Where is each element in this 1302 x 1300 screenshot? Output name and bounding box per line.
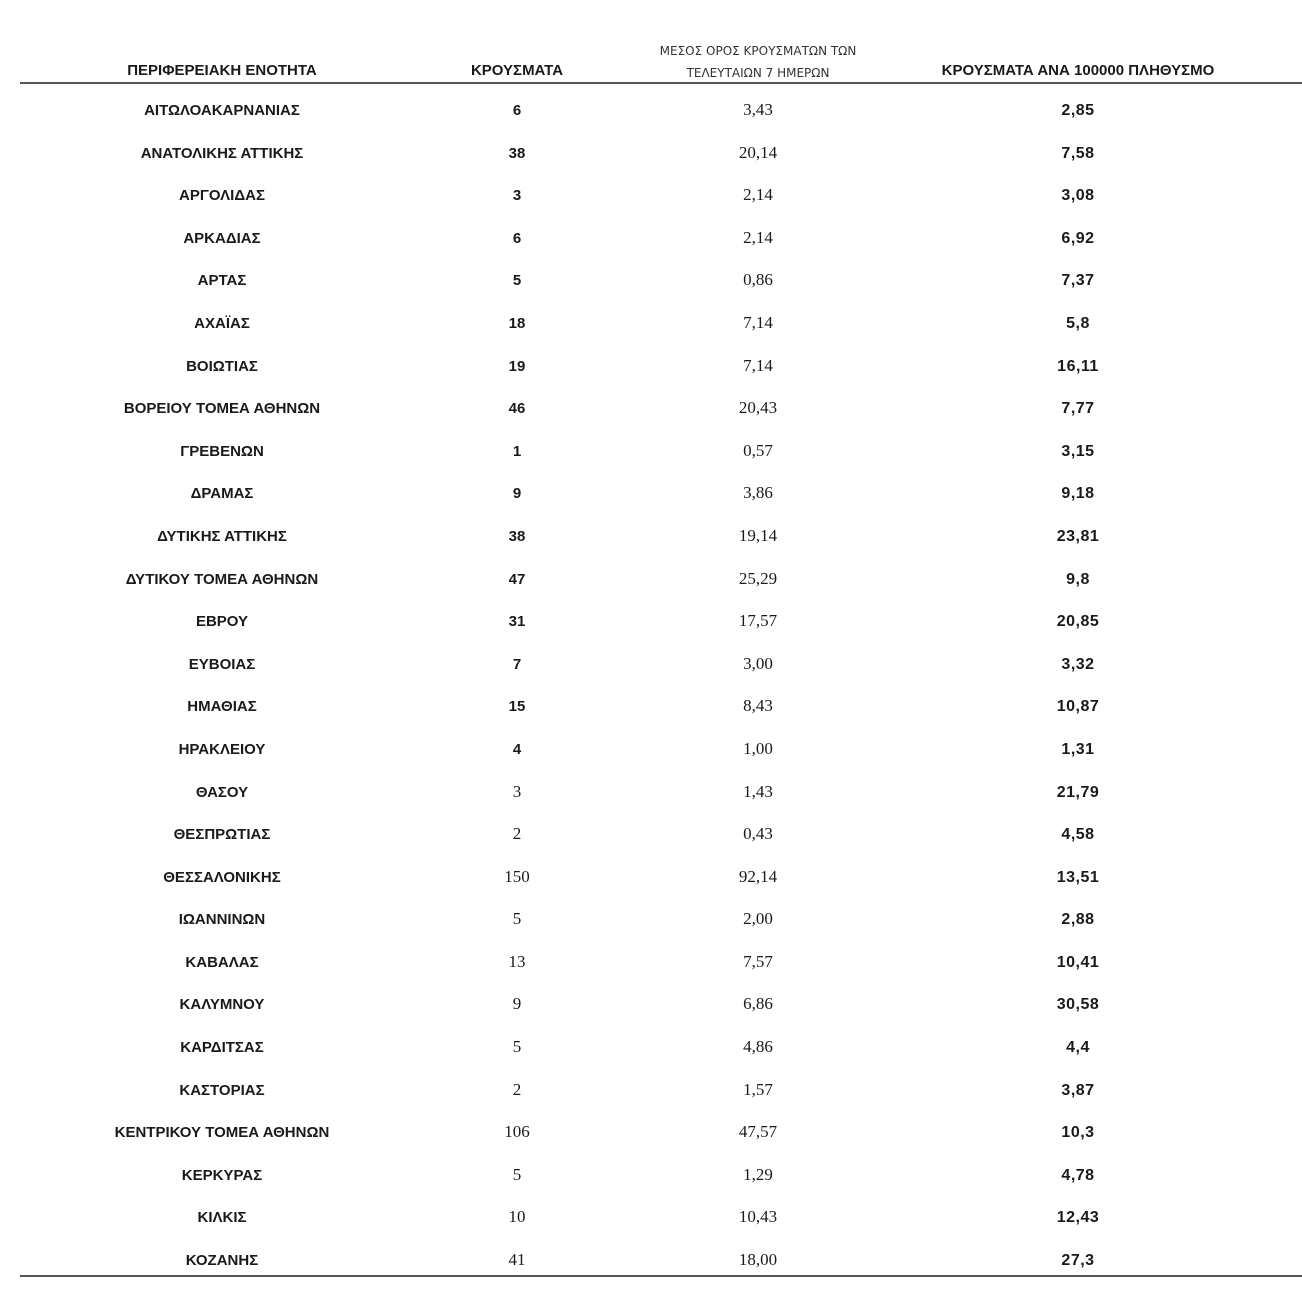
cell-avg-7-days: 20,14: [738, 142, 778, 162]
cell-avg-7-days: 47,57: [738, 1122, 778, 1142]
table-row: [0, 1157, 1302, 1200]
table-row: [0, 177, 1302, 220]
cell-avg-7-days: 1,57: [743, 1079, 773, 1099]
cell-cases: 5: [512, 1164, 522, 1184]
table-row: [0, 646, 1302, 689]
cell-avg-7-days: 19,14: [738, 525, 778, 545]
table-row: [0, 92, 1302, 135]
cell-per-100k: 10,41: [1056, 953, 1100, 971]
cell-cases: 9: [512, 994, 522, 1014]
cell-per-100k: 7,77: [1061, 400, 1095, 418]
cell-per-100k: 6,92: [1061, 229, 1095, 247]
table-row: [0, 518, 1302, 561]
cell-avg-7-days: 1,29: [743, 1164, 773, 1184]
cell-cases: 9: [512, 485, 522, 503]
table-row: [0, 220, 1302, 263]
cell-region: ΕΒΡΟΥ: [195, 613, 249, 631]
cell-cases: 3: [512, 187, 522, 205]
cell-per-100k: 3,87: [1061, 1081, 1095, 1099]
cell-region: ΚΑΡΔΙΤΣΑΣ: [180, 1039, 264, 1057]
cell-region: ΕΥΒΟΙΑΣ: [188, 655, 256, 673]
table-bottom-divider: [20, 1275, 1302, 1277]
cell-region: ΚΕΝΤΡΙΚΟΥ ΤΟΜΕΑ ΑΘΗΝΩΝ: [114, 1124, 330, 1142]
cell-avg-7-days: 1,43: [743, 781, 773, 801]
cell-cases: 31: [508, 613, 526, 631]
cell-cases: 1: [512, 442, 522, 460]
cell-avg-7-days: 25,29: [738, 568, 778, 588]
header-avg-line1: ΜΕΣΟΣ ΟΡΟΣ ΚΡΟΥΣΜΑΤΩΝ ΤΩΝ: [659, 44, 857, 58]
cell-cases: 10: [508, 1207, 526, 1227]
cell-avg-7-days: 2,00: [743, 909, 773, 929]
table-row: [0, 262, 1302, 305]
table-row: [0, 688, 1302, 731]
cell-region: ΗΜΑΘΙΑΣ: [187, 698, 257, 716]
table-row: [0, 135, 1302, 178]
cell-cases: 150: [504, 866, 530, 886]
cell-cases: 2: [512, 1079, 522, 1099]
cell-per-100k: 13,51: [1056, 868, 1100, 886]
table-row: [0, 1072, 1302, 1115]
table-row: [0, 475, 1302, 518]
cell-cases: 3: [512, 781, 522, 801]
cell-per-100k: 12,43: [1056, 1209, 1100, 1227]
cell-avg-7-days: 0,43: [743, 824, 773, 844]
cell-avg-7-days: 10,43: [738, 1207, 778, 1227]
cell-cases: 13: [508, 951, 526, 971]
cell-region: ΓΡΕΒΕΝΩΝ: [180, 442, 264, 460]
table-row: [0, 731, 1302, 774]
cell-avg-7-days: 6,86: [743, 994, 773, 1014]
cell-cases: 4: [512, 740, 522, 758]
cell-per-100k: 7,58: [1061, 144, 1095, 162]
cell-cases: 15: [508, 698, 526, 716]
cell-cases: 38: [508, 144, 526, 162]
cell-per-100k: 9,8: [1066, 570, 1090, 588]
table-body: [0, 92, 1302, 1285]
cell-region: ΗΡΑΚΛΕΙΟΥ: [178, 740, 266, 758]
cell-cases: 41: [508, 1250, 526, 1270]
cell-per-100k: 3,32: [1061, 655, 1095, 673]
cell-per-100k: 10,87: [1056, 698, 1100, 716]
header-avg-7-days: [608, 40, 908, 84]
cell-cases: 5: [512, 909, 522, 929]
cell-per-100k: 4,4: [1066, 1039, 1090, 1057]
cell-per-100k: 23,81: [1056, 527, 1100, 545]
cell-avg-7-days: 0,86: [743, 270, 773, 290]
cell-cases: 5: [512, 272, 522, 290]
cell-region: ΚΙΛΚΙΣ: [197, 1209, 247, 1227]
cell-per-100k: 27,3: [1061, 1252, 1095, 1270]
cell-avg-7-days: 20,43: [738, 398, 778, 418]
table-row: [0, 859, 1302, 902]
table-row: [0, 816, 1302, 859]
cell-per-100k: 2,85: [1061, 102, 1095, 119]
cell-region: ΑΡΤΑΣ: [197, 272, 247, 290]
cell-per-100k: 3,08: [1061, 187, 1095, 205]
cell-cases: 47: [508, 570, 526, 588]
cell-region: ΚΑΣΤΟΡΙΑΣ: [179, 1081, 265, 1099]
cell-region: ΘΕΣΣΑΛΟΝΙΚΗΣ: [163, 868, 281, 886]
header-region: ΠΕΡΙΦΕΡΕΙΑΚΗ ΕΝΟΤΗΤΑ: [127, 62, 317, 79]
cell-cases: 46: [508, 400, 526, 418]
cell-per-100k: 10,3: [1061, 1124, 1095, 1142]
table-row: [0, 1242, 1302, 1285]
cell-per-100k: 4,78: [1061, 1166, 1095, 1184]
table-row: [0, 1199, 1302, 1242]
cell-cases: 5: [512, 1037, 522, 1057]
table-row: [0, 1029, 1302, 1072]
cell-cases: 38: [508, 527, 526, 545]
table-row: [0, 390, 1302, 433]
cell-cases: 7: [512, 655, 522, 673]
table-row: [0, 603, 1302, 646]
header-cases: ΚΡΟΥΣΜΑΤΑ: [470, 62, 564, 79]
cell-per-100k: 5,8: [1066, 314, 1090, 332]
table-row: [0, 901, 1302, 944]
table-row: [0, 944, 1302, 987]
cell-per-100k: 1,31: [1061, 740, 1095, 758]
cell-avg-7-days: 7,14: [743, 312, 773, 332]
cell-avg-7-days: 0,57: [743, 440, 773, 460]
cell-per-100k: 7,37: [1061, 272, 1095, 290]
table-row: [0, 433, 1302, 476]
table-row: [0, 305, 1302, 348]
cell-region: ΚΑΒΑΛΑΣ: [185, 953, 259, 971]
cell-region: ΘΑΣΟΥ: [195, 783, 249, 801]
table-row: [0, 561, 1302, 604]
cell-avg-7-days: 2,14: [743, 227, 773, 247]
cell-per-100k: 2,88: [1061, 911, 1095, 929]
cell-cases: 19: [508, 357, 526, 375]
cell-avg-7-days: 3,86: [743, 483, 773, 503]
cell-region: ΚΕΡΚΥΡΑΣ: [181, 1166, 263, 1184]
cell-avg-7-days: 7,14: [743, 355, 773, 375]
cell-region: ΚΑΛΥΜΝΟΥ: [179, 996, 265, 1014]
cell-region: ΚΟΖΑΝΗΣ: [185, 1252, 259, 1270]
cell-region: ΔΡΑΜΑΣ: [190, 485, 254, 503]
cell-per-100k: 30,58: [1056, 996, 1100, 1014]
cell-region: ΑΝΑΤΟΛΙΚΗΣ ΑΤΤΙΚΗΣ: [140, 144, 304, 162]
cell-region: ΘΕΣΠΡΩΤΙΑΣ: [173, 826, 271, 844]
cell-avg-7-days: 8,43: [743, 696, 773, 716]
table-row: [0, 774, 1302, 817]
table-row: [0, 348, 1302, 391]
cell-per-100k: 20,85: [1056, 613, 1100, 631]
cell-cases: 2: [512, 824, 522, 844]
cell-region: ΔΥΤΙΚΗΣ ΑΤΤΙΚΗΣ: [157, 527, 287, 545]
cell-per-100k: 4,58: [1061, 826, 1095, 844]
table-row: [0, 986, 1302, 1029]
cell-avg-7-days: 92,14: [738, 866, 778, 886]
cell-per-100k: 9,18: [1061, 485, 1095, 503]
cell-region: ΙΩΑΝΝΙΝΩΝ: [178, 911, 266, 929]
header-avg-line2: ΤΕΛΕΥΤΑΙΩΝ 7 ΗΜΕΡΩΝ: [686, 66, 830, 80]
header-per-100k: ΚΡΟΥΣΜΑΤΑ ΑΝΑ 100000 ΠΛΗΘΥΣΜΟ: [941, 62, 1215, 79]
cell-region: ΔΥΤΙΚΟΥ ΤΟΜΕΑ ΑΘΗΝΩΝ: [125, 570, 319, 588]
cell-region: ΑΡΚΑΔΙΑΣ: [183, 229, 261, 247]
cell-avg-7-days: 3,43: [743, 100, 773, 119]
cell-region: ΑΡΓΟΛΙΔΑΣ: [179, 187, 265, 205]
cell-per-100k: 16,11: [1057, 357, 1099, 375]
cell-avg-7-days: 3,00: [743, 653, 773, 673]
cell-cases: 6: [512, 229, 522, 247]
cell-region: ΑΙΤΩΛΟΑΚΑΡΝΑΝΙΑΣ: [144, 102, 300, 119]
cell-region: ΒΟΙΩΤΙΑΣ: [186, 357, 258, 375]
cell-per-100k: 3,15: [1061, 442, 1095, 460]
cell-avg-7-days: 18,00: [738, 1250, 778, 1270]
cell-avg-7-days: 2,14: [743, 185, 773, 205]
cell-cases: 106: [504, 1122, 530, 1142]
cell-region: ΒΟΡΕΙΟΥ ΤΟΜΕΑ ΑΘΗΝΩΝ: [123, 400, 321, 418]
cell-avg-7-days: 7,57: [743, 951, 773, 971]
header-divider: [20, 82, 1302, 84]
cell-avg-7-days: 1,00: [743, 738, 773, 758]
cell-region: ΑΧΑΪΑΣ: [194, 314, 250, 332]
cell-avg-7-days: 17,57: [738, 611, 778, 631]
table-row: [0, 1114, 1302, 1157]
cell-cases: 6: [512, 102, 522, 119]
cell-avg-7-days: 4,86: [743, 1037, 773, 1057]
cell-cases: 18: [508, 314, 526, 332]
cell-per-100k: 21,79: [1056, 783, 1100, 801]
